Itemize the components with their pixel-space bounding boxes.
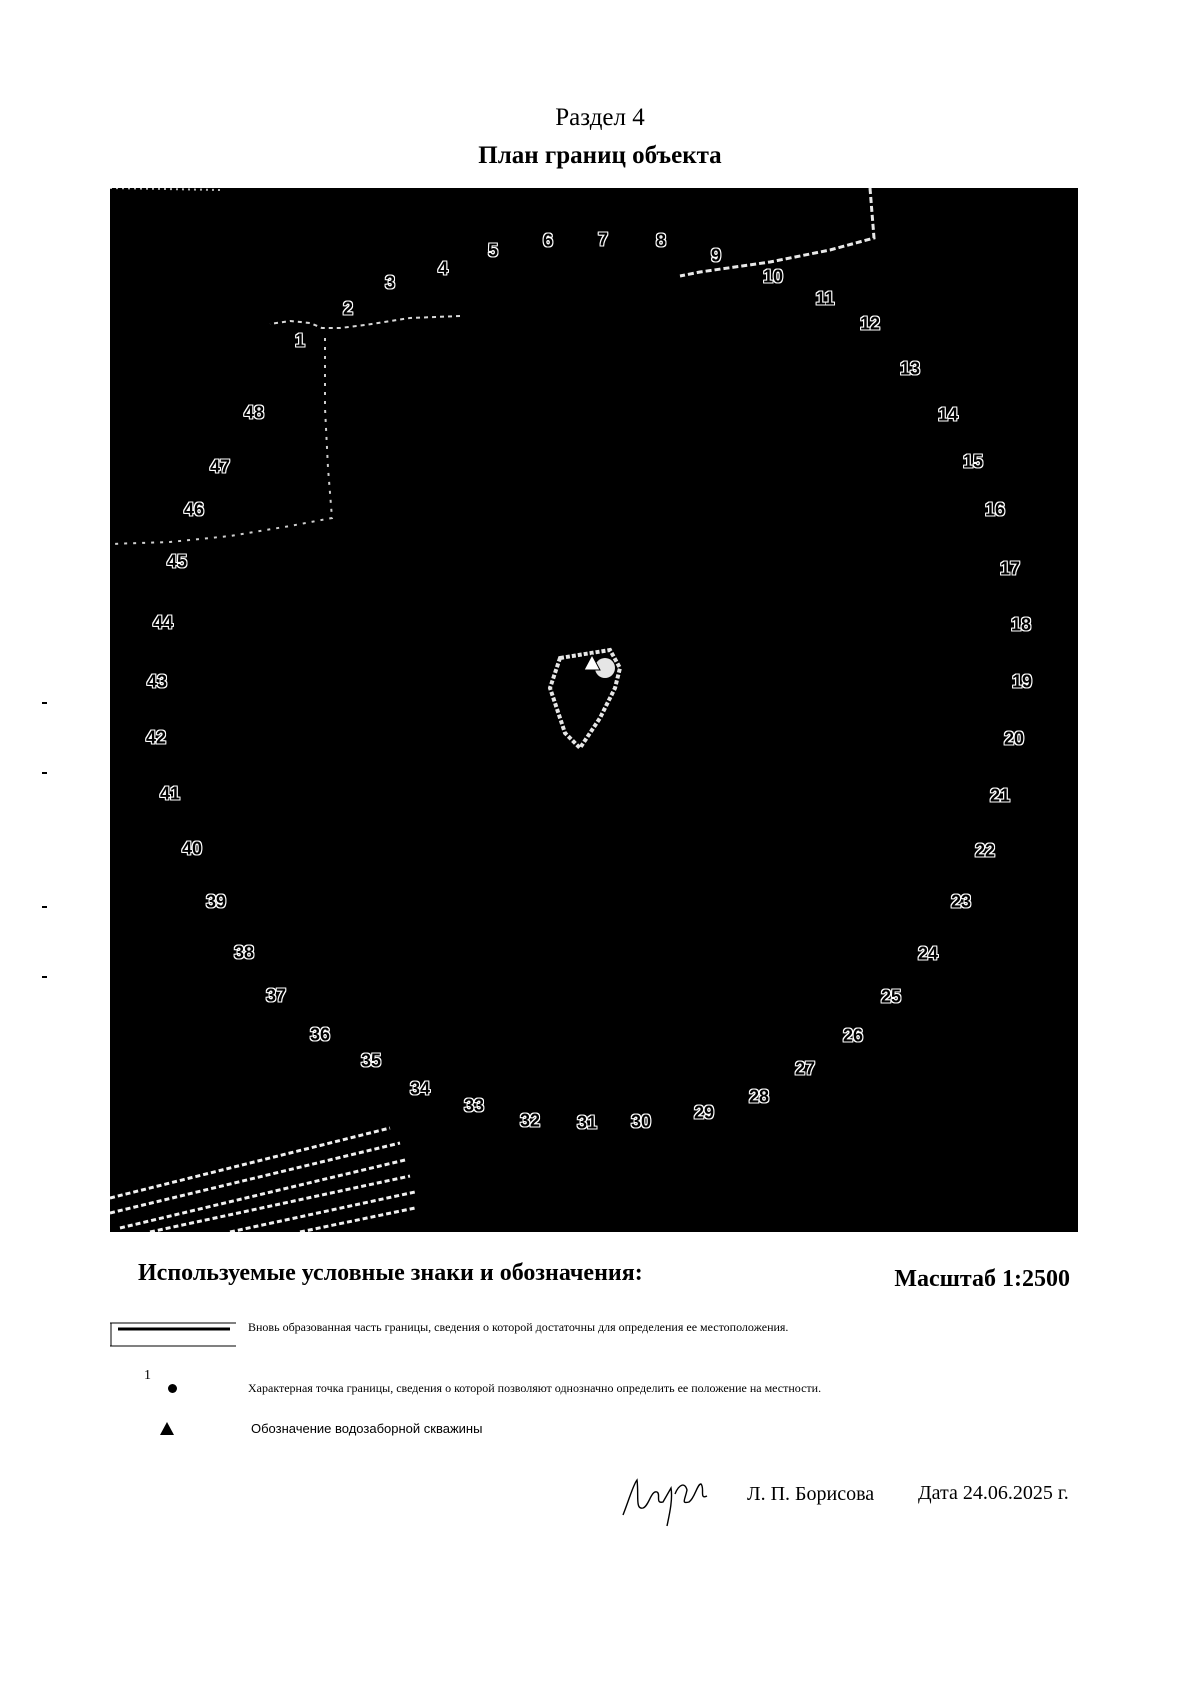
boundary-point-label: 43 [146, 671, 168, 692]
well-structure [550, 650, 620, 748]
legend-item-boundary-text: Вновь образованная часть границы, сведения о которой достаточны для определения ее местоположения. [248, 1320, 789, 1334]
legend-marker-number: 1 [144, 1368, 151, 1383]
section-heading: Раздел 4 [555, 104, 645, 131]
margin-mark [42, 772, 47, 774]
signer-name: Л. П. Борисова [747, 1483, 875, 1505]
plan-title: План границ объекта [478, 142, 722, 169]
boundary-point-label: 32 [519, 1110, 541, 1131]
well-triangle-icon [160, 1422, 174, 1435]
legend-title: Используемые условные знаки и обозначения: [138, 1260, 643, 1286]
boundary-point-label: 9 [710, 245, 722, 266]
boundary-point-label: 21 [989, 785, 1011, 806]
boundary-point-label: 23 [950, 891, 972, 912]
boundary-point-label: 28 [748, 1086, 770, 1107]
boundary-point-label: 24 [917, 943, 939, 964]
boundary-point-label: 10 [762, 266, 784, 287]
legend-item-point-text: Характерная точка границы, сведения о которой позволяют однозначно определить ее положение на местности. [248, 1381, 822, 1395]
adjacent-boundary-line [110, 188, 220, 190]
boundary-point-label: 15 [962, 451, 984, 472]
handwritten-signature [615, 1470, 725, 1530]
boundary-point-label: 30 [630, 1111, 652, 1132]
boundary-point-label: 33 [463, 1095, 485, 1116]
boundary-point-label: 17 [999, 558, 1021, 579]
adjacent-boundary-line [110, 338, 332, 544]
boundary-point-label: 25 [880, 986, 902, 1007]
adjacent-boundary-line [680, 188, 874, 276]
document-date: Дата 24.06.2025 г. [918, 1482, 1069, 1504]
margin-mark [42, 976, 47, 978]
boundary-point-label: 31 [576, 1112, 598, 1133]
boundary-point-dot-icon [168, 1384, 177, 1393]
map-overlay [110, 188, 1078, 1232]
boundary-map [110, 188, 1078, 1232]
scale-label: Масштаб 1:2500 [894, 1266, 1070, 1292]
boundary-point-label: 40 [181, 838, 203, 859]
boundary-point-label: 39 [205, 891, 227, 912]
boundary-point-label: 42 [145, 727, 167, 748]
boundary-point-label: 5 [487, 240, 499, 261]
boundary-point-label: 29 [693, 1102, 715, 1123]
boundary-point-label: 47 [209, 456, 231, 477]
adjacent-boundary-line [270, 316, 460, 328]
boundary-point-label: 3 [384, 272, 396, 293]
boundary-point-label: 6 [542, 230, 554, 251]
boundary-point-label: 20 [1003, 728, 1025, 749]
boundary-point-label: 2 [342, 298, 354, 319]
boundary-point-label: 14 [937, 404, 959, 425]
boundary-point-label: 38 [233, 942, 255, 963]
boundary-line-symbol [110, 1318, 236, 1348]
boundary-point-label: 26 [842, 1025, 864, 1046]
boundary-point-label: 16 [984, 499, 1006, 520]
boundary-point-label: 22 [974, 840, 996, 861]
boundary-point-label: 44 [152, 612, 174, 633]
boundary-point-label: 1 [294, 330, 306, 351]
boundary-point-label: 8 [655, 230, 667, 251]
boundary-point-label: 11 [815, 288, 835, 309]
boundary-point-label: 4 [437, 258, 449, 279]
road-hatching [110, 1128, 415, 1232]
boundary-point-label: 46 [183, 499, 205, 520]
boundary-point-label: 27 [794, 1058, 816, 1079]
boundary-point-label: 34 [409, 1078, 431, 1099]
margin-mark [42, 906, 47, 908]
boundary-point-label: 35 [360, 1050, 382, 1071]
boundary-point-label: 41 [159, 783, 181, 804]
boundary-point-label: 48 [243, 402, 265, 423]
boundary-point-label: 7 [597, 229, 609, 250]
boundary-point-label: 19 [1011, 671, 1033, 692]
boundary-point-label: 12 [859, 313, 881, 334]
boundary-point-label: 18 [1010, 614, 1032, 635]
margin-mark [42, 702, 47, 704]
boundary-point-label: 37 [265, 985, 287, 1006]
boundary-point-label: 36 [309, 1024, 331, 1045]
boundary-point-label: 45 [166, 551, 188, 572]
boundary-point-label: 13 [899, 358, 921, 379]
legend-item-well-text: Обозначение водозаборной скважины [251, 1421, 483, 1436]
